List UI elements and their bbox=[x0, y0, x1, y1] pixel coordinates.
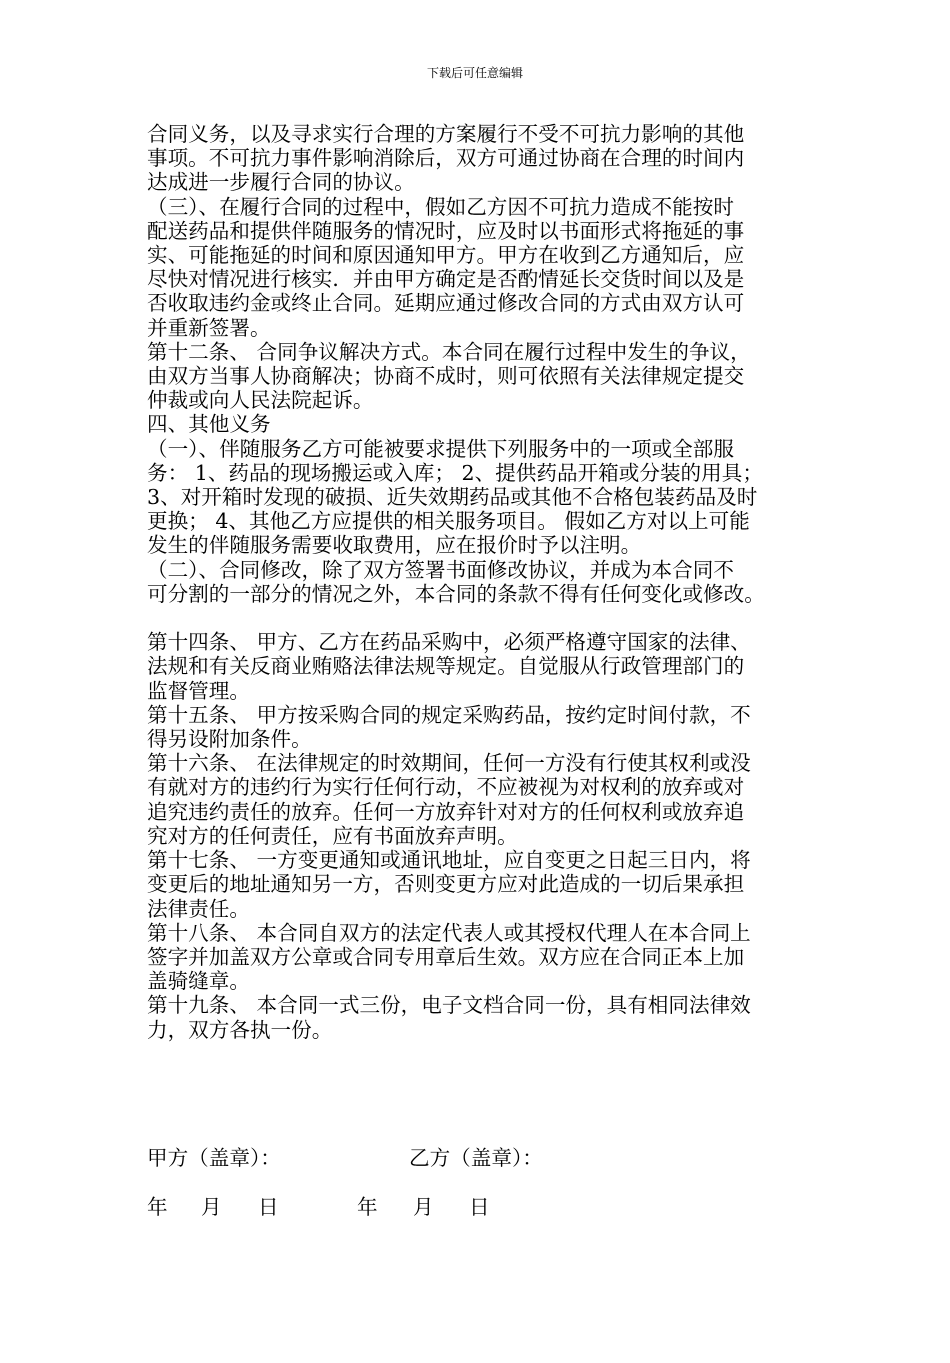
text-line: 法规和有关反商业贿赂法律法规等规定。自觉服从行政管理部门的 bbox=[147, 654, 745, 679]
text-line: 第十五条、 甲方按采购合同的规定采购药品，按约定时间付款，不 bbox=[147, 702, 751, 727]
party-b-seal-label: 乙方（盖章）： bbox=[409, 1146, 543, 1170]
text-line: 尽快对情况进行核实．并由甲方确定是否酌情延长交货时间以及是 bbox=[147, 267, 745, 292]
text-line: 法律责任。 bbox=[147, 896, 250, 921]
text-line: 更换； 4、其他乙方应提供的相关服务项目。 假如乙方对以上可能 bbox=[147, 509, 750, 534]
text-line: 第十六条、 在法律规定的时效期间，任何一方没有行使其权利或没 bbox=[147, 751, 751, 776]
party-b-month-label: 月 bbox=[413, 1195, 434, 1219]
text-line: 第十四条、 甲方、乙方在药品采购中，必须严格遵守国家的法律、 bbox=[147, 630, 751, 655]
text-line: 得另设附加条件。 bbox=[147, 727, 312, 752]
text-line: 第十七条、 一方变更通知或通讯地址，应自变更之日起三日内，将 bbox=[147, 848, 751, 873]
page-header: 下载后可任意编辑 bbox=[426, 66, 523, 80]
party-a-seal-label: 甲方（盖章）： bbox=[147, 1146, 281, 1170]
text-line: （一）、伴随服务乙方可能被要求提供下列服务中的一项或全部服 bbox=[147, 436, 734, 461]
party-a-day-label: 日 bbox=[258, 1195, 279, 1219]
text-line: 3、对开箱时发现的破损、近失效期药品或其他不合格包装药品及时 bbox=[147, 485, 758, 510]
text-line: 追究违约责任的放弃。任何一方放弃针对对方的任何权利或放弃追 bbox=[147, 799, 745, 824]
text-line: 第十八条、 本合同自双方的法定代表人或其授权代理人在本合同上 bbox=[147, 920, 751, 945]
text-line: 否收取违约金或终止合同。延期应通过修改合同的方式由双方认可 bbox=[147, 291, 745, 316]
text-line: （二）、合同修改，除了双方签署书面修改协议，并成为本合同不 bbox=[147, 557, 734, 582]
party-b-year-label: 年 bbox=[357, 1195, 378, 1219]
text-line: （三）、在履行合同的过程中，假如乙方因不可抗力造成不能按时 bbox=[147, 194, 734, 219]
text-line: 究对方的任何责任，应有书面放弃声明。 bbox=[147, 823, 518, 848]
text-line: 合同义务，以及寻求实行合理的方案履行不受不可抗力影响的其他 bbox=[147, 122, 745, 146]
text-line: 由双方当事人协商解决；协商不成时，则可依照有关法律规定提交 bbox=[147, 364, 745, 389]
text-line: 盖骑缝章。 bbox=[147, 969, 250, 994]
text-line: 第十九条、 本合同一式三份，电子文档合同一份，具有相同法律效 bbox=[147, 993, 751, 1018]
text-line: 务： 1、药品的现场搬运或入库； 2、提供药品开箱或分装的用具； bbox=[147, 460, 763, 485]
party-a-year-label: 年 bbox=[147, 1195, 168, 1219]
text-line: 有就对方的违约行为实行任何行动，不应被视为对权利的放弃或对 bbox=[147, 775, 745, 800]
text-line: 监督管理。 bbox=[147, 678, 250, 703]
text-line: 配送药品和提供伴随服务的情况时，应及时以书面形式将拖延的事 bbox=[147, 218, 745, 243]
signature-date-row bbox=[147, 1195, 490, 1363]
text-line: 签字并加盖双方公章或合同专用章后生效。双方应在合同正本上加 bbox=[147, 944, 745, 969]
text-line: 事项。不可抗力事件影响消除后，双方可通过协商在合理的时间内 bbox=[147, 146, 745, 171]
text-line: 实、可能拖延的时间和原因通知甲方。甲方在收到乙方通知后，应 bbox=[147, 243, 745, 268]
text-line: 四、其他义务 bbox=[147, 412, 271, 437]
document-body bbox=[147, 122, 837, 1042]
text-line: 变更后的地址通知另一方，否则变更方应对此造成的一切后果承担 bbox=[147, 872, 745, 897]
text-line: 并重新签署。 bbox=[147, 315, 271, 340]
text-line: 仲裁或向人民法院起诉。 bbox=[147, 388, 374, 413]
text-line: 力，双方各执一份。 bbox=[147, 1017, 333, 1042]
party-b-day-label: 日 bbox=[469, 1195, 490, 1219]
text-line: 可分割的一部分的情况之外，本合同的条款不得有任何变化或修改。 bbox=[147, 581, 765, 606]
text-line: 第十二条、 合同争议解决方式。本合同在履行过程中发生的争议， bbox=[147, 339, 751, 364]
text-line: 发生的伴随服务需要收取费用，应在报价时予以注明。 bbox=[147, 533, 642, 558]
party-a-month-label: 月 bbox=[201, 1195, 222, 1219]
text-line: 达成进一步履行合同的协议。 bbox=[147, 170, 415, 195]
text-line bbox=[147, 606, 837, 630]
